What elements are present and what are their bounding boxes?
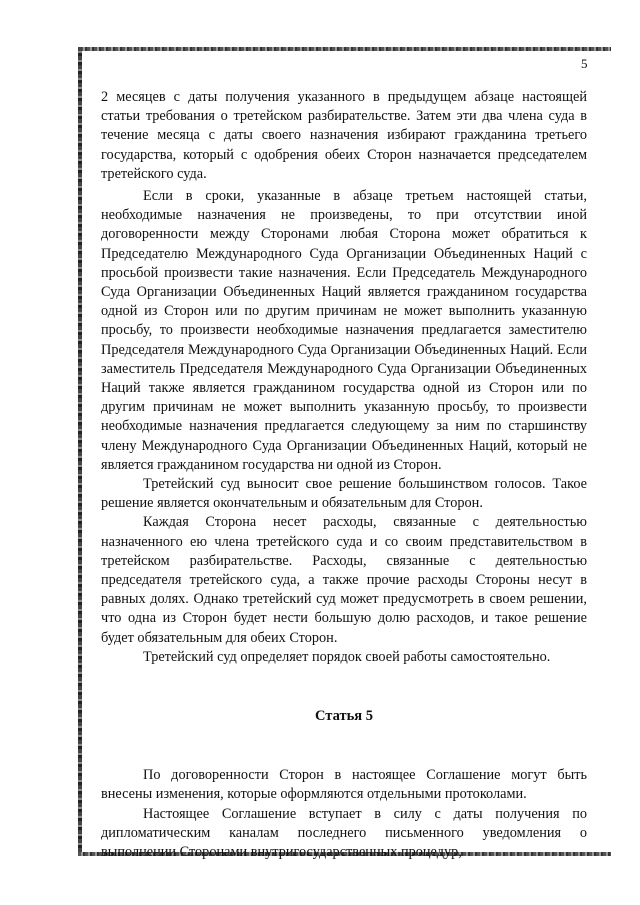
paragraph-decision: Третейский суд выносит свое решение большинством голосов. Такое решение является окончательным и обязательным для Сторон. [101, 476, 587, 512]
article-heading: Статья 5 [315, 708, 373, 725]
paragraph-amendments: По договоренности Сторон в настоящее Соглашение могут быть внесены изменения, которые оформляются отдельными протоколами. [101, 767, 587, 803]
paragraph-procedure: Третейский суд определяет порядок своей работы самостоятельно. [143, 648, 551, 665]
page-number: 5 [581, 56, 588, 71]
scan-frame-top-border [80, 47, 611, 51]
paragraph-expenses: Каждая Сторона несет расходы, связанные с деятельностью назначенного ею члена третейского суда и со своим представительством в третейском разбирательстве. Расходы, связанные с деятельностью председателя третейского суда, а также прочие расходы Стороны несут в равных долях. Однако третейский суд может предусмотреть в своем решении, что одна из Сторон будет нести большую долю расходов, и такое решение будет обязательным для обеих Сторон. [101, 514, 587, 646]
paragraph-entry-into-force: Настоящее Соглашение вступает в силу с даты получения по дипломатическим каналам последнего письменного уведомления о выполнении Сторонами внутригосударственных процедур, [101, 805, 587, 860]
paragraph-appointments: Если в сроки, указанные в абзаце третьем настоящей статьи, необходимые назначения не произведены, то при отсутствии иной договоренности между Сторонами любая Сторона может обратиться к Председателю Международного Суда Организации Объединенных Наций с просьбой произвести такие назначения. Если Председатель Международного Суда Организации Объединенных Наций является гражданином государства одной из Сторон или по другим причинам не может выполнить указанную просьбу, то произвести необходимые назначения предлагается заместителю Председателя Международного Суда Организации Объединенных Наций. Если заместитель Председателя Международного Суда Организации Объединенных Наций также является гражданином государства одной из Сторон или по другим причинам не может выполнить указанную просьбу, то произвести необходимые назначения предлагается следующему за ним по старшинству члену Международного Суда Организации Объединенных Наций, который не является гражданином государства ни одной из Сторон. [101, 188, 587, 473]
scan-frame-left-border [78, 47, 82, 855]
paragraph-continuation: 2 месяцев с даты получения указанного в предыдущем абзаце настоящей статьи требования о третейском разбирательстве. Затем эти два члена суда в течение месяца с даты своего назначения избирают гражданина третьего государства, который с одобрения обеих Сторон назначается председателем третейского суда. [101, 89, 587, 182]
document-body [101, 88, 587, 862]
